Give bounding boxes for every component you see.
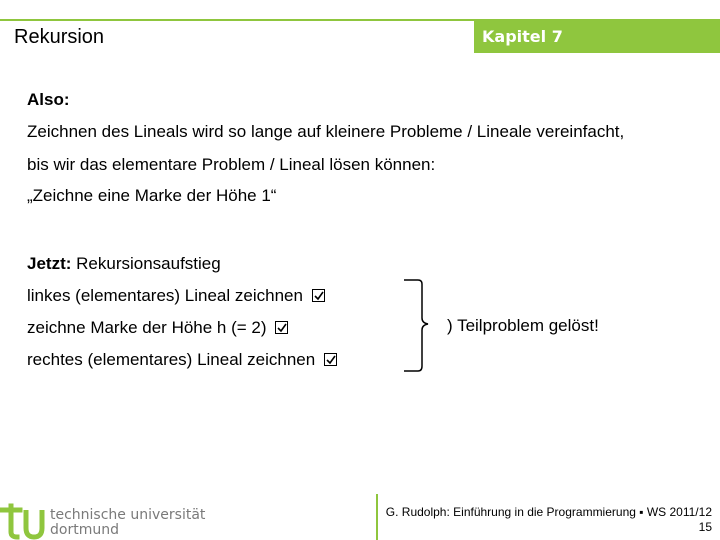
jetzt-text: Rekursionsaufstieg [71, 254, 221, 273]
step-label: rechtes (elementares) Lineal zeichnen [27, 350, 316, 369]
checked-box-icon [275, 321, 288, 334]
footer-credit [386, 505, 712, 535]
university-name [50, 508, 205, 538]
university-line-2: dortmund [50, 522, 119, 538]
chapter-label: Kapitel 7 [482, 27, 563, 46]
step-label: linkes (elementares) Lineal zeichnen [27, 286, 303, 305]
step-item [27, 350, 337, 370]
result-text: ) Teilproblem gelöst! [447, 316, 599, 335]
also-heading: Also: [27, 90, 70, 109]
tu-logo-icon [0, 502, 48, 540]
footer-credit-line: G. Rudolph: Einführung in die Programmierung ▪ WS 2011/12 [385, 505, 712, 519]
slide-title: Rekursion [14, 26, 105, 48]
chapter-badge [474, 21, 720, 53]
step-item [27, 286, 325, 306]
jetzt-line [27, 254, 221, 274]
footer-divider [376, 494, 378, 540]
curly-brace-icon [400, 278, 436, 374]
step-label: zeichne Marke der Höhe h (= 2) [27, 318, 267, 337]
checked-box-icon [324, 353, 337, 366]
university-line-1: technische universität [50, 507, 206, 523]
jetzt-label: Jetzt: [27, 254, 72, 273]
page-number: 15 [698, 520, 712, 534]
step-item [27, 318, 288, 338]
body-line-3: „Zeichne eine Marke der Höhe 1“ [27, 186, 277, 205]
body-line-1: Zeichnen des Lineals wird so lange auf kleinere Probleme / Lineale vereinfacht, [27, 122, 625, 141]
body-line-2: bis wir das elementare Problem / Lineal lösen können: [27, 155, 436, 174]
checked-box-icon [312, 289, 325, 302]
